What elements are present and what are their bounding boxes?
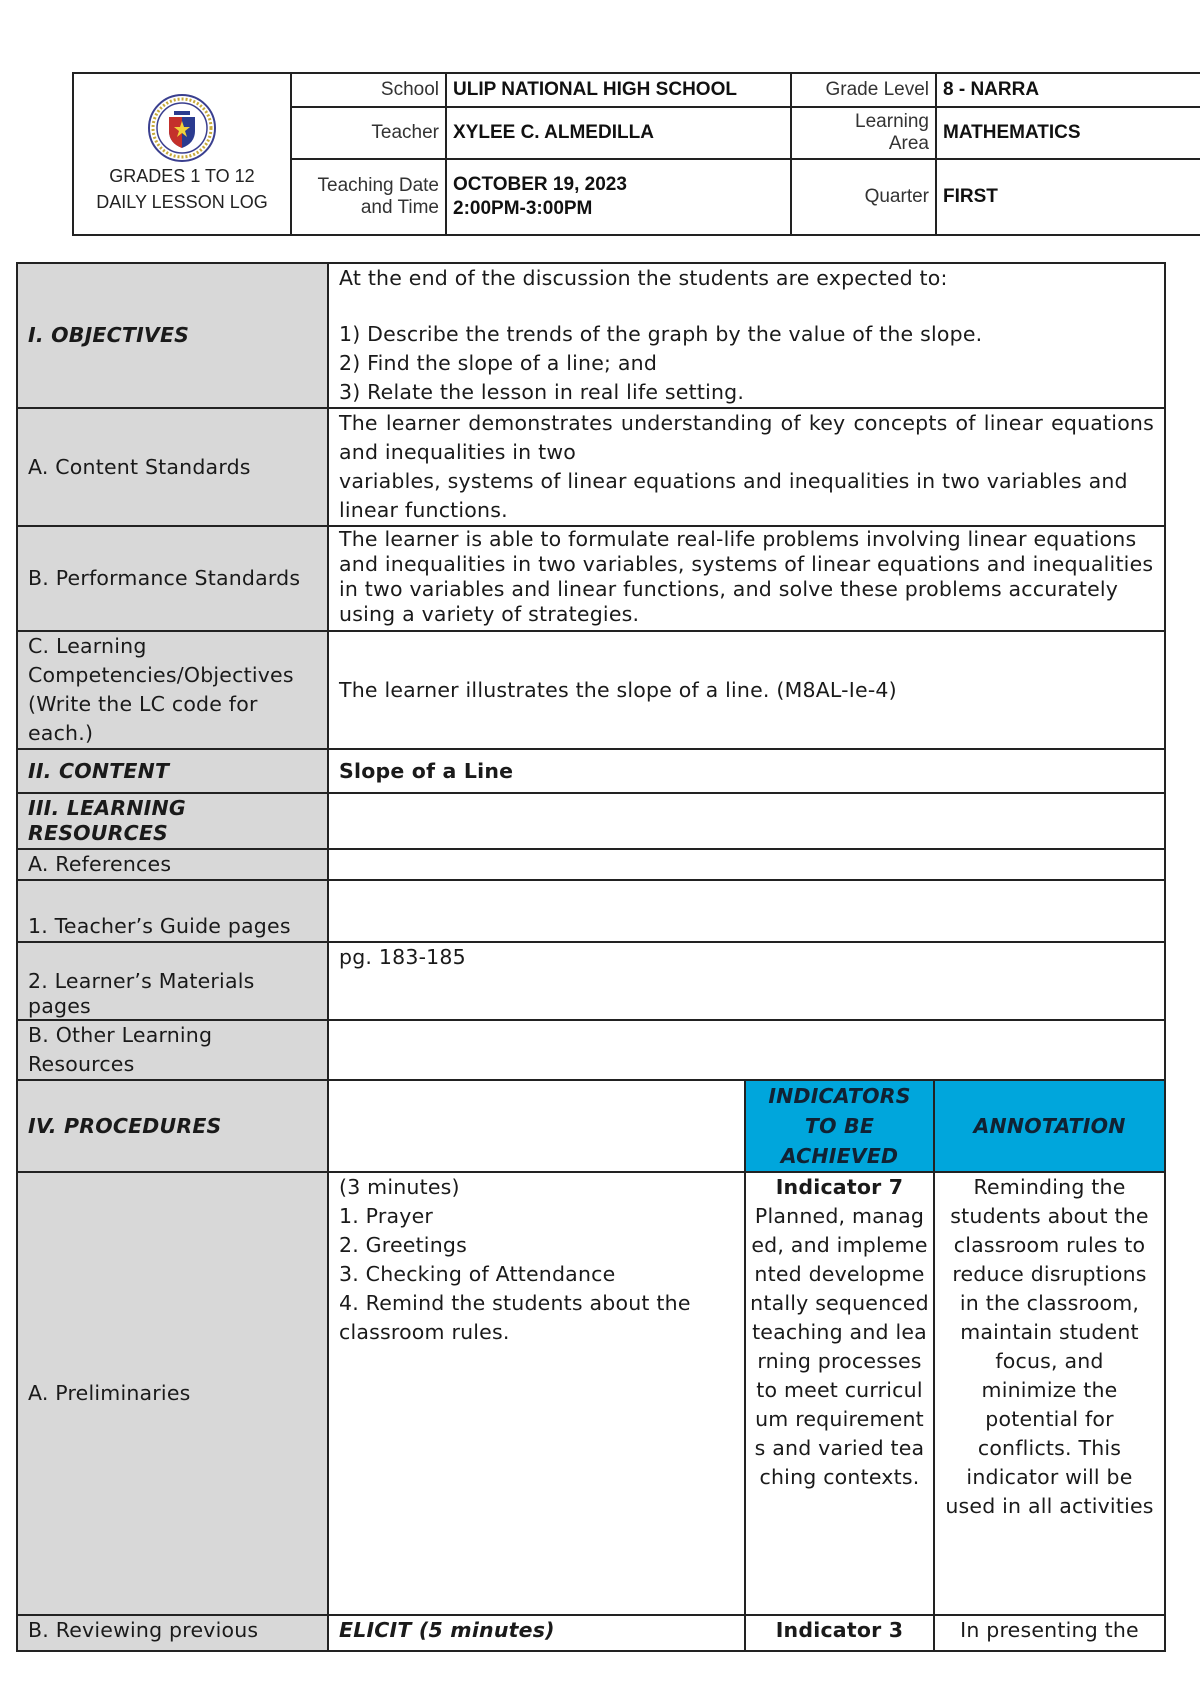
learners-materials-label: 2. Learner’s Materials pages xyxy=(17,942,328,1020)
teaching-date-value-line1: OCTOBER 19, 2023 xyxy=(453,174,627,195)
preliminaries-row xyxy=(17,1172,1165,1615)
teachers-guide-label: 1. Teacher’s Guide pages xyxy=(17,880,328,942)
reviewing-activity: ELICIT (5 minutes) xyxy=(328,1615,745,1651)
content-standards-row xyxy=(17,408,1165,526)
content-standards-cell xyxy=(328,408,1165,526)
procedures-header-row xyxy=(17,1080,1165,1172)
content-value: Slope of a Line xyxy=(328,749,1165,793)
resources-value xyxy=(328,793,1165,849)
procedures-activity-header xyxy=(328,1080,745,1172)
preliminaries-item: 2. Greetings xyxy=(339,1233,467,1257)
indicator-title: Indicator 7 xyxy=(775,1175,904,1199)
indicator-text: Planned, managed, and implemented developmentally sequenced teaching and learning processes to meet curriculum requirements and varied teaching contexts. xyxy=(750,1204,929,1489)
other-resources-value xyxy=(328,1020,1165,1080)
performance-standards-label: B. Performance Standards xyxy=(17,526,328,631)
resources-row xyxy=(17,793,1165,849)
learning-area-label-line1: Learning xyxy=(855,111,929,132)
logo-caption-line1: GRADES 1 TO 12 xyxy=(109,166,255,186)
learning-area-value: MATHEMATICS xyxy=(936,107,1200,159)
preliminaries-indicator xyxy=(745,1172,934,1615)
competencies-row xyxy=(17,631,1165,749)
quarter-value: FIRST xyxy=(936,159,1200,235)
reviewing-label: B. Reviewing previous xyxy=(17,1615,328,1651)
content-standards-label: A. Content Standards xyxy=(17,408,328,526)
content-label: II. CONTENT xyxy=(17,749,328,793)
annotation-header: ANNOTATION xyxy=(934,1080,1165,1172)
teacher-value: XYLEE C. ALMEDILLA xyxy=(446,107,791,159)
procedures-label: IV. PROCEDURES xyxy=(17,1080,328,1172)
teaching-date-label-line2: and Time xyxy=(360,197,439,218)
performance-standards-row xyxy=(17,526,1165,631)
grade-level-label: Grade Level xyxy=(791,73,936,107)
content-standards-text-line2: variables, systems of linear equations and inequalities in two variables and linear functions. xyxy=(339,469,1128,522)
objectives-intro: At the end of the discussion the students are expected to: xyxy=(339,266,948,290)
reviewing-indicator: Indicator 3 xyxy=(745,1615,934,1651)
lesson-plan-table xyxy=(16,262,1166,1652)
content-standards-text-line1: The learner demonstrates understanding of key concepts of linear equations and inequalities in two xyxy=(339,411,1155,464)
teachers-guide-row xyxy=(17,880,1165,942)
grade-level-value: 8 - NARRA xyxy=(936,73,1200,107)
preliminaries-annotation: Reminding the students about the classroom rules to reduce disruptions in the classroom, maintain student focus, and minimize the potential for conflicts. This indicator will be used in all activities xyxy=(934,1172,1165,1615)
resources-label: III. LEARNING RESOURCES xyxy=(17,793,328,849)
objectives-cell xyxy=(328,263,1165,408)
learning-area-label xyxy=(791,107,936,159)
learners-materials-value: pg. 183-185 xyxy=(328,942,1165,1020)
other-resources-row xyxy=(17,1020,1165,1080)
objective-item: 1) Describe the trends of the graph by the value of the slope. xyxy=(339,322,983,346)
deped-seal-icon xyxy=(147,93,217,163)
teachers-guide-value xyxy=(328,880,1165,942)
preliminaries-label: A. Preliminaries xyxy=(17,1172,328,1615)
objective-item: 2) Find the slope of a line; and xyxy=(339,351,658,375)
quarter-label: Quarter xyxy=(791,159,936,235)
references-row xyxy=(17,849,1165,880)
objective-item: 3) Relate the lesson in real life setting. xyxy=(339,380,745,404)
competencies-label: C. Learning Competencies/Objectives (Write the LC code for each.) xyxy=(17,631,328,749)
indicators-header: INDICATORS TO BE ACHIEVED xyxy=(745,1080,934,1172)
logo-caption-line2: DAILY LESSON LOG xyxy=(96,192,268,212)
school-value: ULIP NATIONAL HIGH SCHOOL xyxy=(446,73,791,107)
school-label: School xyxy=(291,73,446,107)
references-label: A. References xyxy=(17,849,328,880)
reviewing-row xyxy=(17,1615,1165,1651)
preliminaries-time: (3 minutes) xyxy=(339,1175,460,1199)
teaching-date-label-line1: Teaching Date xyxy=(317,175,439,196)
preliminaries-item: 3. Checking of Attendance xyxy=(339,1262,616,1286)
content-row xyxy=(17,749,1165,793)
lesson-log-header xyxy=(72,72,1200,236)
teaching-date-label xyxy=(291,159,446,235)
reviewing-annotation: In presenting the xyxy=(934,1615,1165,1651)
references-value xyxy=(328,849,1165,880)
teacher-label: Teacher xyxy=(291,107,446,159)
preliminaries-item: 1. Prayer xyxy=(339,1204,434,1228)
competencies-text: The learner illustrates the slope of a line. (M8AL-Ie-4) xyxy=(328,631,1165,749)
logo-cell xyxy=(73,73,291,235)
learning-area-label-line2: Area xyxy=(888,133,929,154)
preliminaries-item: 4. Remind the students about the classroom rules. xyxy=(339,1291,691,1344)
teaching-date-value xyxy=(446,159,791,235)
objectives-row xyxy=(17,263,1165,408)
performance-standards-text: The learner is able to formulate real-life problems involving linear equations and inequalities in two variables, systems of linear equations and inequalities in two variables and linear functions, and solve these problems accurately using a variety of strategies. xyxy=(328,526,1165,631)
learners-materials-row xyxy=(17,942,1165,1020)
teaching-date-value-line2: 2:00PM-3:00PM xyxy=(453,198,593,219)
preliminaries-activities xyxy=(328,1172,745,1615)
objectives-label: I. OBJECTIVES xyxy=(17,263,328,408)
other-resources-label: B. Other Learning Resources xyxy=(17,1020,328,1080)
